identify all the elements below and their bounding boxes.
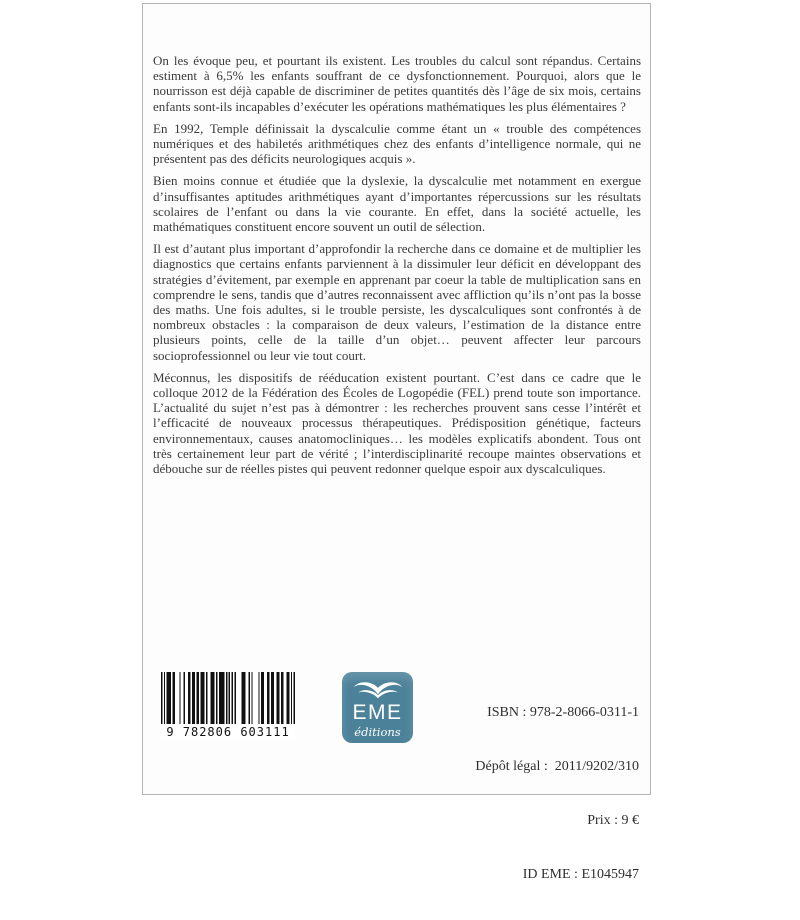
- id-eme-line: ID EME : E1045947: [522, 867, 639, 882]
- colophon: [475, 668, 639, 920]
- paragraph-2: En 1992, Temple définissait la dyscalculie comme étant un « trouble des compétences numériques et des habiletés arithmétiques chez des enfants d’intelligence normale, qui ne présentent pas des déficits neurologiques acquis ».: [153, 120, 641, 167]
- book-back-cover: [142, 3, 651, 882]
- barcode-bars: [161, 672, 295, 724]
- publisher-logo: [342, 672, 413, 743]
- publisher-subtitle: éditions: [354, 725, 401, 739]
- price-line: Prix : 9 €: [587, 813, 639, 828]
- paragraph-5: Méconnus, les dispositifs de rééducation existent pourtant. C’est dans ce cadre que le colloque 2012 de la Fédération des Écoles de Logopédie (FEL) prend toute son importance. L’actualité du sujet n’est pas à démontrer : les recherches prouvent sans cesse l’intérêt et l’efficacité de nouveaux processus thérapeutiques. Prédisposition génétique, facteurs environnementaux, causes anatomocliniques… les modèles explicatifs abondent. Tous ont très certainement leur part de vérité ; l’interdisciplinarité recoupe maintes observations et débouche sur de réelles pistes qui peuvent redonner quelque espoir aux dyscalculiques.: [153, 369, 641, 477]
- open-book-icon: [351, 679, 405, 700]
- barcode-digits: 9 782806 603111: [166, 725, 290, 739]
- bottom-band: [143, 664, 650, 882]
- paragraph-1: On les évoque peu, et pourtant ils existent. Les troubles du calcul sont répandus. Certains estiment à 6,5% les enfants souffrant de ce dysfonctionnement. Pourquoi, alors que le nourrisson est déjà capable de discriminer de petites quantités dès l’âge de six mois, certains enfants sont-ils incapables d’exécuter les opérations mathématiques les plus élémentaires ?: [153, 53, 641, 114]
- barcode: [161, 672, 295, 739]
- depot-legal-line: Dépôt légal : 2011/9202/310: [475, 759, 639, 774]
- paragraph-3: Bien moins connue et étudiée que la dyslexie, la dyscalculie met notamment en exergue d’insuffisantes aptitudes arithmétiques ayant d’importantes répercussions sur les résultats scolaires de l’enfant ou dans la vie courante. En effet, dans la société actuelle, les mathématiques constituent encore souvent un outil de sélection.: [153, 173, 641, 235]
- isbn-line: ISBN : 978-2-8066-0311-1: [487, 705, 639, 720]
- publisher-name: EME: [352, 701, 403, 724]
- back-cover-text: [153, 53, 641, 483]
- paragraph-4: Il est d’autant plus important d’approfondir la recherche dans ce domaine et de multiplier les diagnostics que certains enfants parviennent à la dissimuler leur déficit en développant des stratégies d’évitement, par exemple en apprenant par coeur la table de multiplication sans en comprendre le sens, tandis que d’autres reconnaissent avec affliction qu’ils n’ont pas la bosse des maths. Une fois adultes, si le trouble persiste, les dyscalculiques sont confrontés à de nombreux obstacles : la comparaison de deux valeurs, l’estimation de la distance entre plusieurs points, celle de la taille d’un objet… peuvent affecter leur parcours socioprofessionnel ou leur vie tout court.: [153, 241, 641, 363]
